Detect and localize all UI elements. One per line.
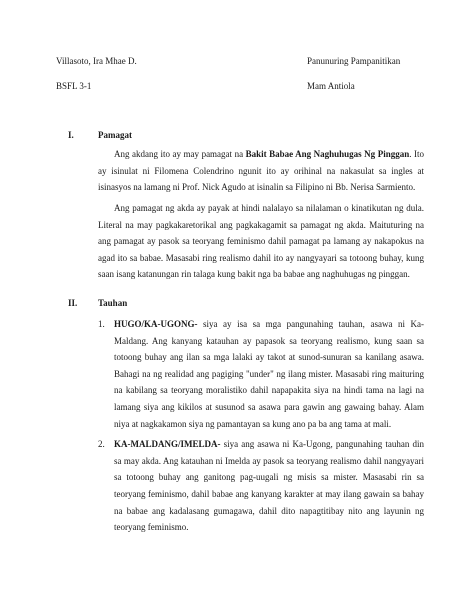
paragraph xyxy=(98,200,424,283)
character-name: KA-MALDANG/IMELDA- xyxy=(114,439,221,450)
section-title: Tauhan xyxy=(98,298,128,308)
paragraph-text: Ang akdang ito ay may pamagat na xyxy=(114,149,246,159)
paragraph xyxy=(98,146,424,196)
character-list xyxy=(98,316,424,539)
work-title: Bakit Babae Ang Naghuhugas Ng Pinggan xyxy=(245,149,410,159)
character-description: siya ang asawa ni Ka-Ugong, pangunahing tauhan din sa may akda. Ang katauhan ni Imelda ay pasok sa teoryang realismo dahil nangyayari sa totoong buhay ang ganitong pag-uugali ng misis sa mister. Masasabi rin sa teoryang feminismo, dahil babae ang kanyang karakter at may ilang gawain sa bahay na babae ang kadalasang gumagawa, dahil dito napagtitibay nito ang layunin ng teoryang feminismo. xyxy=(114,439,424,533)
list-number: 2. xyxy=(98,439,105,450)
character-name: HUGO/KA-UGONG- xyxy=(114,319,198,329)
student-name: Villasoto, Ira Mhae D. xyxy=(56,56,137,66)
section-numeral: II. xyxy=(68,298,78,308)
section-title: Pamagat xyxy=(98,130,132,140)
character-description: siya ay isa sa mga pangunahing tauhan, asawa ni Ka-Maldang. Ang kanyang katauhan ay papasok sa teoryang realismo, kung saan sa totoong buhay ang ilan sa mga lalaki ay takot at sunod-sunuran sa kanilang asawa. Bahagi na ng realidad ang pagiging "under" ng ilang mister. Masasabi ring maituring na kabilang sa teoryang moralistiko dahil napapakita siya na hindi tama na lagi na lamang siya ang kikilos at susunod sa asawa para gawin ang gawaing bahay. Alam niya at nagkakamon siya ng pamantayan sa kung ano pa ba ang tama at mali. xyxy=(114,319,424,429)
section-numeral: I. xyxy=(68,130,74,140)
paragraph-text: . Ito ay isinulat ni Filomena Colendrino ngunit ito ay orihinal na nakasulat sa ingles at isinasyos na lamang ni Prof. Nick Agudo at isinalin sa Filipino ni Bb. Nerisa Sarmiento. xyxy=(98,149,424,193)
subject-name: Panunuring Pampanitikan xyxy=(307,56,401,66)
list-item xyxy=(98,316,424,432)
teacher-name: Mam Antiola xyxy=(307,81,355,91)
list-item xyxy=(98,436,424,536)
class-section: BSFL 3-1 xyxy=(56,81,92,91)
paragraph-text: Ang pamagat ng akda ay payak at hindi nalalayo sa nilalaman o kinatikutan ng dula. Literal na may pagkakaretorikal ang pagkakagamit sa pamagat ng akda. Maituturing na ang pamagat ay pasok sa teoryang feminismo dahil pamagat pa lamang ay nakapokus na agad ito sa babae. Masasabi ring realismo dahil ito ay nangyayari sa totoong buhay, kung saan isang katanungan rin talaga kung bakit nga ba babae ang naghuhugas ng pinggan. xyxy=(98,203,424,280)
list-number: 1. xyxy=(98,319,105,329)
